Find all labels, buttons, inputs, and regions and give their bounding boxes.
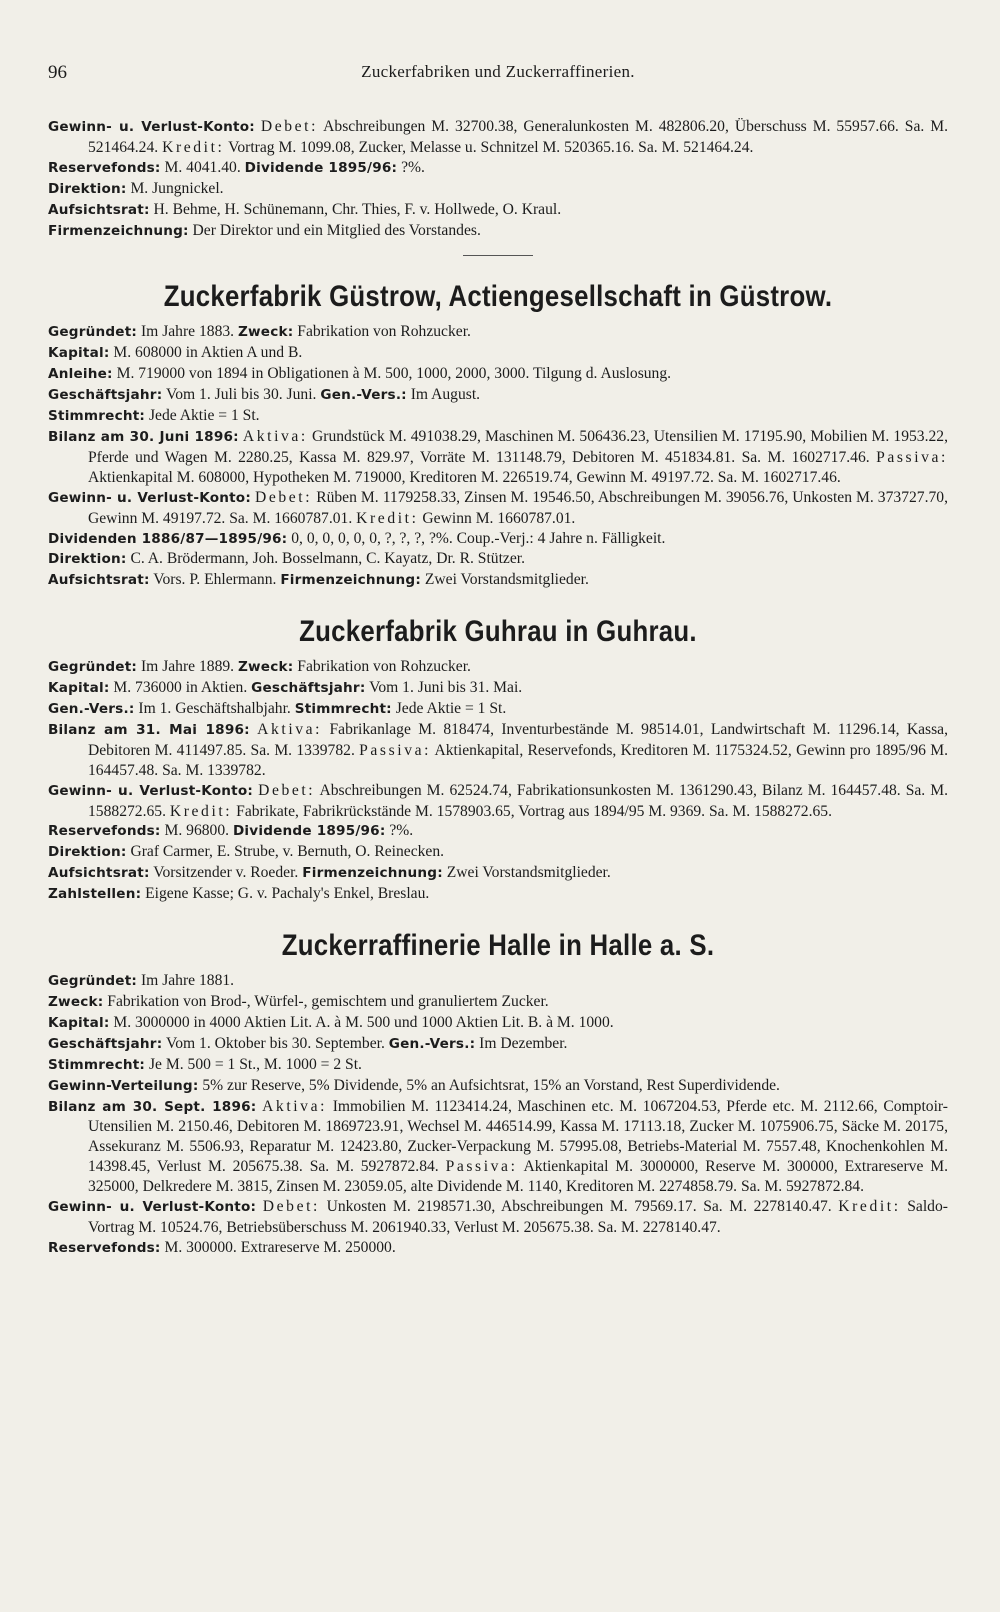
capital-line xyxy=(48,678,948,699)
guv-account xyxy=(48,117,948,158)
debit-label: Debet: xyxy=(258,781,316,799)
liabilities-label: Passiva: xyxy=(876,448,948,466)
field-label: Stimmrecht: xyxy=(294,701,392,718)
field-label: Reservefonds: xyxy=(48,159,161,176)
credit-label: Kredit: xyxy=(169,802,233,820)
field-label: Aufsichtsrat: xyxy=(48,572,150,589)
voting-line xyxy=(48,1055,948,1076)
assets-label: Aktiva: xyxy=(257,720,323,738)
paying-agents-line xyxy=(48,884,948,905)
field-label: Dividende 1895/96: xyxy=(232,823,386,840)
field-value: 0, 0, 0, 0, 0, 0, ?, ?, ?, ?%. Coup.-Verj.: 4 Jahre n. Fälligkeit. xyxy=(291,529,666,547)
field-value: Im 1. Geschäftshalbjahr. xyxy=(138,700,291,718)
field-label: Gewinn- u. Verlust-Konto: xyxy=(48,1199,257,1216)
field-value: Im Dezember. xyxy=(479,1034,568,1052)
section-divider xyxy=(463,255,533,256)
field-value: H. Behme, H. Schünemann, Chr. Thies, F. v. Hollwede, O. Kraul. xyxy=(153,200,562,218)
field-value: Im August. xyxy=(410,386,481,404)
field-value: Vom 1. Juli bis 30. Juni. xyxy=(165,386,317,404)
field-value: M. Jungnickel. xyxy=(130,179,224,197)
field-value: Fabrikanlage M. 818474, Inventurbestände M. 98514.01, Landwirtschaft M. 11296.14, Kassa, Debitoren M. 411497.85. Sa. M. 1339782. xyxy=(88,720,948,759)
field-label: Stimmrecht: xyxy=(48,1056,146,1073)
field-label: Kapital: xyxy=(48,345,110,362)
founded-line xyxy=(48,971,948,992)
field-value: Aktienkapital M. 608000, Hypotheken M. 719000, Kreditoren M. 226519.74, Gewinn M. 49197.72. Sa. M. 1602717.46. xyxy=(88,468,841,486)
field-value: Im Jahre 1881. xyxy=(140,972,235,990)
meeting-line xyxy=(48,699,948,720)
field-label: Gewinn-Verteilung: xyxy=(48,1077,199,1094)
assets-label: Aktiva: xyxy=(242,427,308,445)
field-value: Unkosten M. 2198571.30, Abschreibungen M. 79569.17. Sa. M. 2278140.47. xyxy=(326,1198,832,1216)
field-label: Gewinn- u. Verlust-Konto: xyxy=(48,119,255,135)
field-label: Gen.-Vers.: xyxy=(388,1035,476,1052)
field-value: Fabrikation von Rohzucker. xyxy=(297,658,471,676)
reserve-line xyxy=(48,1238,948,1259)
balance-sheet xyxy=(48,427,948,488)
field-value: Jede Aktie = 1 St. xyxy=(395,700,507,718)
field-label: Gegründet: xyxy=(48,324,138,341)
field-value: Immobilien M. 1123414.24, Maschinen etc. M. 1067204.53, Pferde etc. M. 2112.66, Comptoir-Utensilien M. 2150.46, Debitoren M. 1869723.91, Wechsel M. 446514.99, Kassa M. 17113.18, Zucker M. 1075906.75, Säcke M. 20175, Assekuranz M. 5506.93, Reparatur M. 12423.80, Zucker-Verpackung M. 57995.08, Betriebs-Material M. 7557.48, Knochenkohlen M. 14398.45, Verlust M. 205675.38. Sa. M. 5927872.84. xyxy=(88,1097,949,1176)
field-value: Im Jahre 1883. xyxy=(140,323,235,341)
page-number: 96 xyxy=(48,62,67,83)
field-value: Vors. P. Ehlermann. xyxy=(153,571,277,589)
purpose-line xyxy=(48,992,948,1013)
field-label: Zweck: xyxy=(237,659,294,676)
entry-halle xyxy=(48,927,948,1259)
assets-label: Aktiva: xyxy=(262,1097,328,1115)
founded-line xyxy=(48,322,948,343)
field-value: Graf Carmer, E. Strube, v. Bernuth, O. Reinecken. xyxy=(130,843,445,861)
voting-line xyxy=(48,406,948,427)
liabilities-label: Passiva: xyxy=(445,1158,518,1176)
guv-account xyxy=(48,781,948,822)
field-value: Gewinn M. 1660787.01. xyxy=(422,509,576,527)
field-value: Abschreibungen M. 62524.74, Fabrikationsunkosten M. 1361290.43, Bilanz M. 164457.48. Sa. M. 1588272.65. xyxy=(88,781,949,820)
supervisory-board-line xyxy=(48,200,948,221)
field-label: Bilanz am 31. Mai 1896: xyxy=(48,721,250,738)
field-label: Bilanz am 30. Sept. 1896: xyxy=(48,1098,257,1115)
profit-distribution xyxy=(48,1076,948,1097)
field-value: M. 4041.40. xyxy=(164,158,241,176)
field-label: Geschäftsjahr: xyxy=(48,1035,163,1052)
credit-label: Kredit: xyxy=(162,138,225,156)
field-value: Vom 1. Oktober bis 30. September. xyxy=(165,1034,385,1052)
company-title: Zuckerfabrik Güstrow, Actiengesellschaft in Güstrow. xyxy=(163,280,833,314)
field-label: Anleihe: xyxy=(48,366,113,383)
fiscal-year-line xyxy=(48,385,948,406)
field-value: Grundstück M. 491038.29, Maschinen M. 506436.23, Utensilien M. 17195.90, Mobilien M. 1953.22, Pferde und Wagen M. 2280.25, Kassa M. 829.97, Vorräte M. 131148.79, Debitoren M. 451834.81. Sa. M. 1602717.46. xyxy=(88,427,948,466)
reserve-dividend-line xyxy=(48,821,948,842)
field-value: Vorsitzender v. Roeder. xyxy=(153,864,299,882)
page-header xyxy=(48,62,948,92)
signature-line xyxy=(48,221,948,242)
field-value: ?%. xyxy=(389,822,414,840)
field-label: Firmenzeichnung: xyxy=(48,222,189,239)
field-value: C. A. Brödermann, Joh. Bosselmann, C. Kayatz, Dr. R. Stützer. xyxy=(130,550,526,568)
field-value: Eigene Kasse; G. v. Pachaly's Enkel, Breslau. xyxy=(145,885,430,903)
field-value: Aktienkapital, Reservefonds, Kreditoren M. 1175324.52, Gewinn pro 1895/96 M. 164457.48. Sa. M. 1339782. xyxy=(88,741,948,779)
field-value: Zwei Vorstandsmitglieder. xyxy=(424,571,589,589)
guv-account xyxy=(48,1197,948,1238)
field-value: Fabrikation von Brod-, Würfel-, gemischtem und granuliertem Zucker. xyxy=(107,993,549,1010)
field-label: Gen.-Vers.: xyxy=(48,701,135,718)
field-value: M. 608000 in Aktien A und B. xyxy=(113,344,303,362)
field-value: Zwei Vorstandsmitglieder. xyxy=(446,864,611,882)
company-title: Zuckerfabrik Guhrau in Guhrau. xyxy=(299,615,697,649)
field-value: Vortrag M. 1099.08, Zucker, Melasse u. Schnitzel M. 520365.16. Sa. M. 521464.24. xyxy=(228,138,754,156)
supervisory-board-line xyxy=(48,570,948,591)
field-value: 5% zur Reserve, 5% Dividende, 5% an Aufsichtsrat, 15% an Vorstand, Rest Superdividende. xyxy=(202,1076,780,1094)
field-label: Zahlstellen: xyxy=(48,886,142,903)
direction-line xyxy=(48,842,948,863)
debit-label: Debet: xyxy=(262,1198,320,1216)
entry-guhrau xyxy=(48,613,948,905)
balance-sheet xyxy=(48,720,948,781)
field-label: Reservefonds: xyxy=(48,823,161,840)
field-label: Dividende 1895/96: xyxy=(244,159,398,176)
field-value: M. 736000 in Aktien. xyxy=(113,679,248,697)
field-label: Aufsichtsrat: xyxy=(48,201,150,218)
liabilities-label: Passiva: xyxy=(359,741,432,759)
field-label: Direktion: xyxy=(48,180,127,197)
field-label: Reservefonds: xyxy=(48,1239,161,1256)
field-label: Geschäftsjahr: xyxy=(48,387,163,404)
field-value: M. 719000 von 1894 in Obligationen à M. 500, 1000, 2000, 3000. Tilgung d. Auslosung. xyxy=(116,365,672,383)
field-label: Direktion: xyxy=(48,551,127,568)
field-value: ?%. xyxy=(401,158,425,176)
entry-previous-company xyxy=(48,117,948,241)
running-title: Zuckerfabriken und Zuckerraffinerien. xyxy=(361,62,635,81)
direction-line xyxy=(48,549,948,570)
field-value: Saldo-Vortrag M. 10524.76, Betriebsüberschuss M. 2061940.33, Verlust M. 205675.38. Sa. M. 2278140.47. xyxy=(88,1198,948,1236)
field-label: Gewinn- u. Verlust-Konto: xyxy=(48,782,254,799)
field-label: Gewinn- u. Verlust-Konto: xyxy=(48,489,251,506)
capital-line xyxy=(48,343,948,364)
field-value: Vom 1. Juni bis 31. Mai. xyxy=(369,679,523,697)
field-value: Je M. 500 = 1 St., M. 1000 = 2 St. xyxy=(148,1055,362,1073)
field-value: M. 96800. xyxy=(164,822,230,840)
field-label: Aufsichtsrat: xyxy=(48,865,150,882)
field-label: Gen.-Vers.: xyxy=(320,387,407,404)
field-label: Firmenzeichnung: xyxy=(280,572,421,589)
field-label: Bilanz am 30. Juni 1896: xyxy=(48,428,239,445)
field-label: Dividenden 1886/87—1895/96: xyxy=(48,530,288,547)
field-value: Der Direktor und ein Mitglied des Vorstandes. xyxy=(192,221,481,239)
loan-line xyxy=(48,364,948,385)
field-label: Direktion: xyxy=(48,844,127,861)
dividends-line xyxy=(48,529,948,550)
credit-label: Kredit: xyxy=(356,509,419,527)
reserve-dividend-line xyxy=(48,158,948,179)
page-content xyxy=(48,117,948,1259)
guv-account xyxy=(48,488,948,529)
field-value: Rüben M. 1179258.33, Zinsen M. 19546.50, Abschreibungen M. 39056.76, Unkosten M. 373727.70, Gewinn M. 49197.72. Sa. M. 1660787.01. xyxy=(88,488,948,527)
field-value: M. 300000. Extrareserve M. 250000. xyxy=(164,1238,396,1256)
debit-label: Debet: xyxy=(255,488,313,506)
field-value: Jede Aktie = 1 St. xyxy=(148,407,260,425)
field-label: Kapital: xyxy=(48,1014,110,1031)
field-value: Im Jahre 1889. xyxy=(140,658,235,676)
company-title: Zuckerraffinerie Halle in Halle a. S. xyxy=(281,929,715,963)
direction-line xyxy=(48,179,948,200)
field-label: Zweck: xyxy=(48,994,104,1010)
field-label: Firmenzeichnung: xyxy=(302,865,443,882)
field-label: Geschäftsjahr: xyxy=(251,680,366,697)
balance-sheet xyxy=(48,1097,948,1198)
fiscal-year-line xyxy=(48,1034,948,1055)
field-value: Aktienkapital M. 3000000, Reserve M. 300000, Extrareserve M. 325000, Delkredere M. 3815, Zinsen M. 23059.05, alte Dividende M. 1140, Kreditoren M. 2274858.79. Sa. M. 5927872.84. xyxy=(88,1158,949,1196)
field-value: Fabrikate, Fabrikrückstände M. 1578903.65, Vortrag aus 1894/95 M. 9369. Sa. M. 1588272.65. xyxy=(236,802,832,820)
field-value: Abschreibungen M. 32700.38, Generalunkosten M. 482806.20, Überschuss M. 55957.66. Sa. M. 521464.24. xyxy=(88,118,948,156)
field-label: Kapital: xyxy=(48,680,110,697)
debit-label: Debet: xyxy=(260,118,319,135)
field-value: Fabrikation von Rohzucker. xyxy=(297,323,471,341)
credit-label: Kredit: xyxy=(838,1198,901,1216)
entry-guestrow xyxy=(48,278,948,591)
founded-line xyxy=(48,657,948,678)
supervisory-board-line xyxy=(48,863,948,884)
capital-line xyxy=(48,1013,948,1034)
field-value: M. 3000000 in 4000 Aktien Lit. A. à M. 500 und 1000 Aktien Lit. B. à M. 1000. xyxy=(113,1013,614,1031)
field-label: Gegründet: xyxy=(48,973,138,990)
field-label: Stimmrecht: xyxy=(48,408,146,425)
field-label: Gegründet: xyxy=(48,659,138,676)
field-label: Zweck: xyxy=(237,324,294,341)
